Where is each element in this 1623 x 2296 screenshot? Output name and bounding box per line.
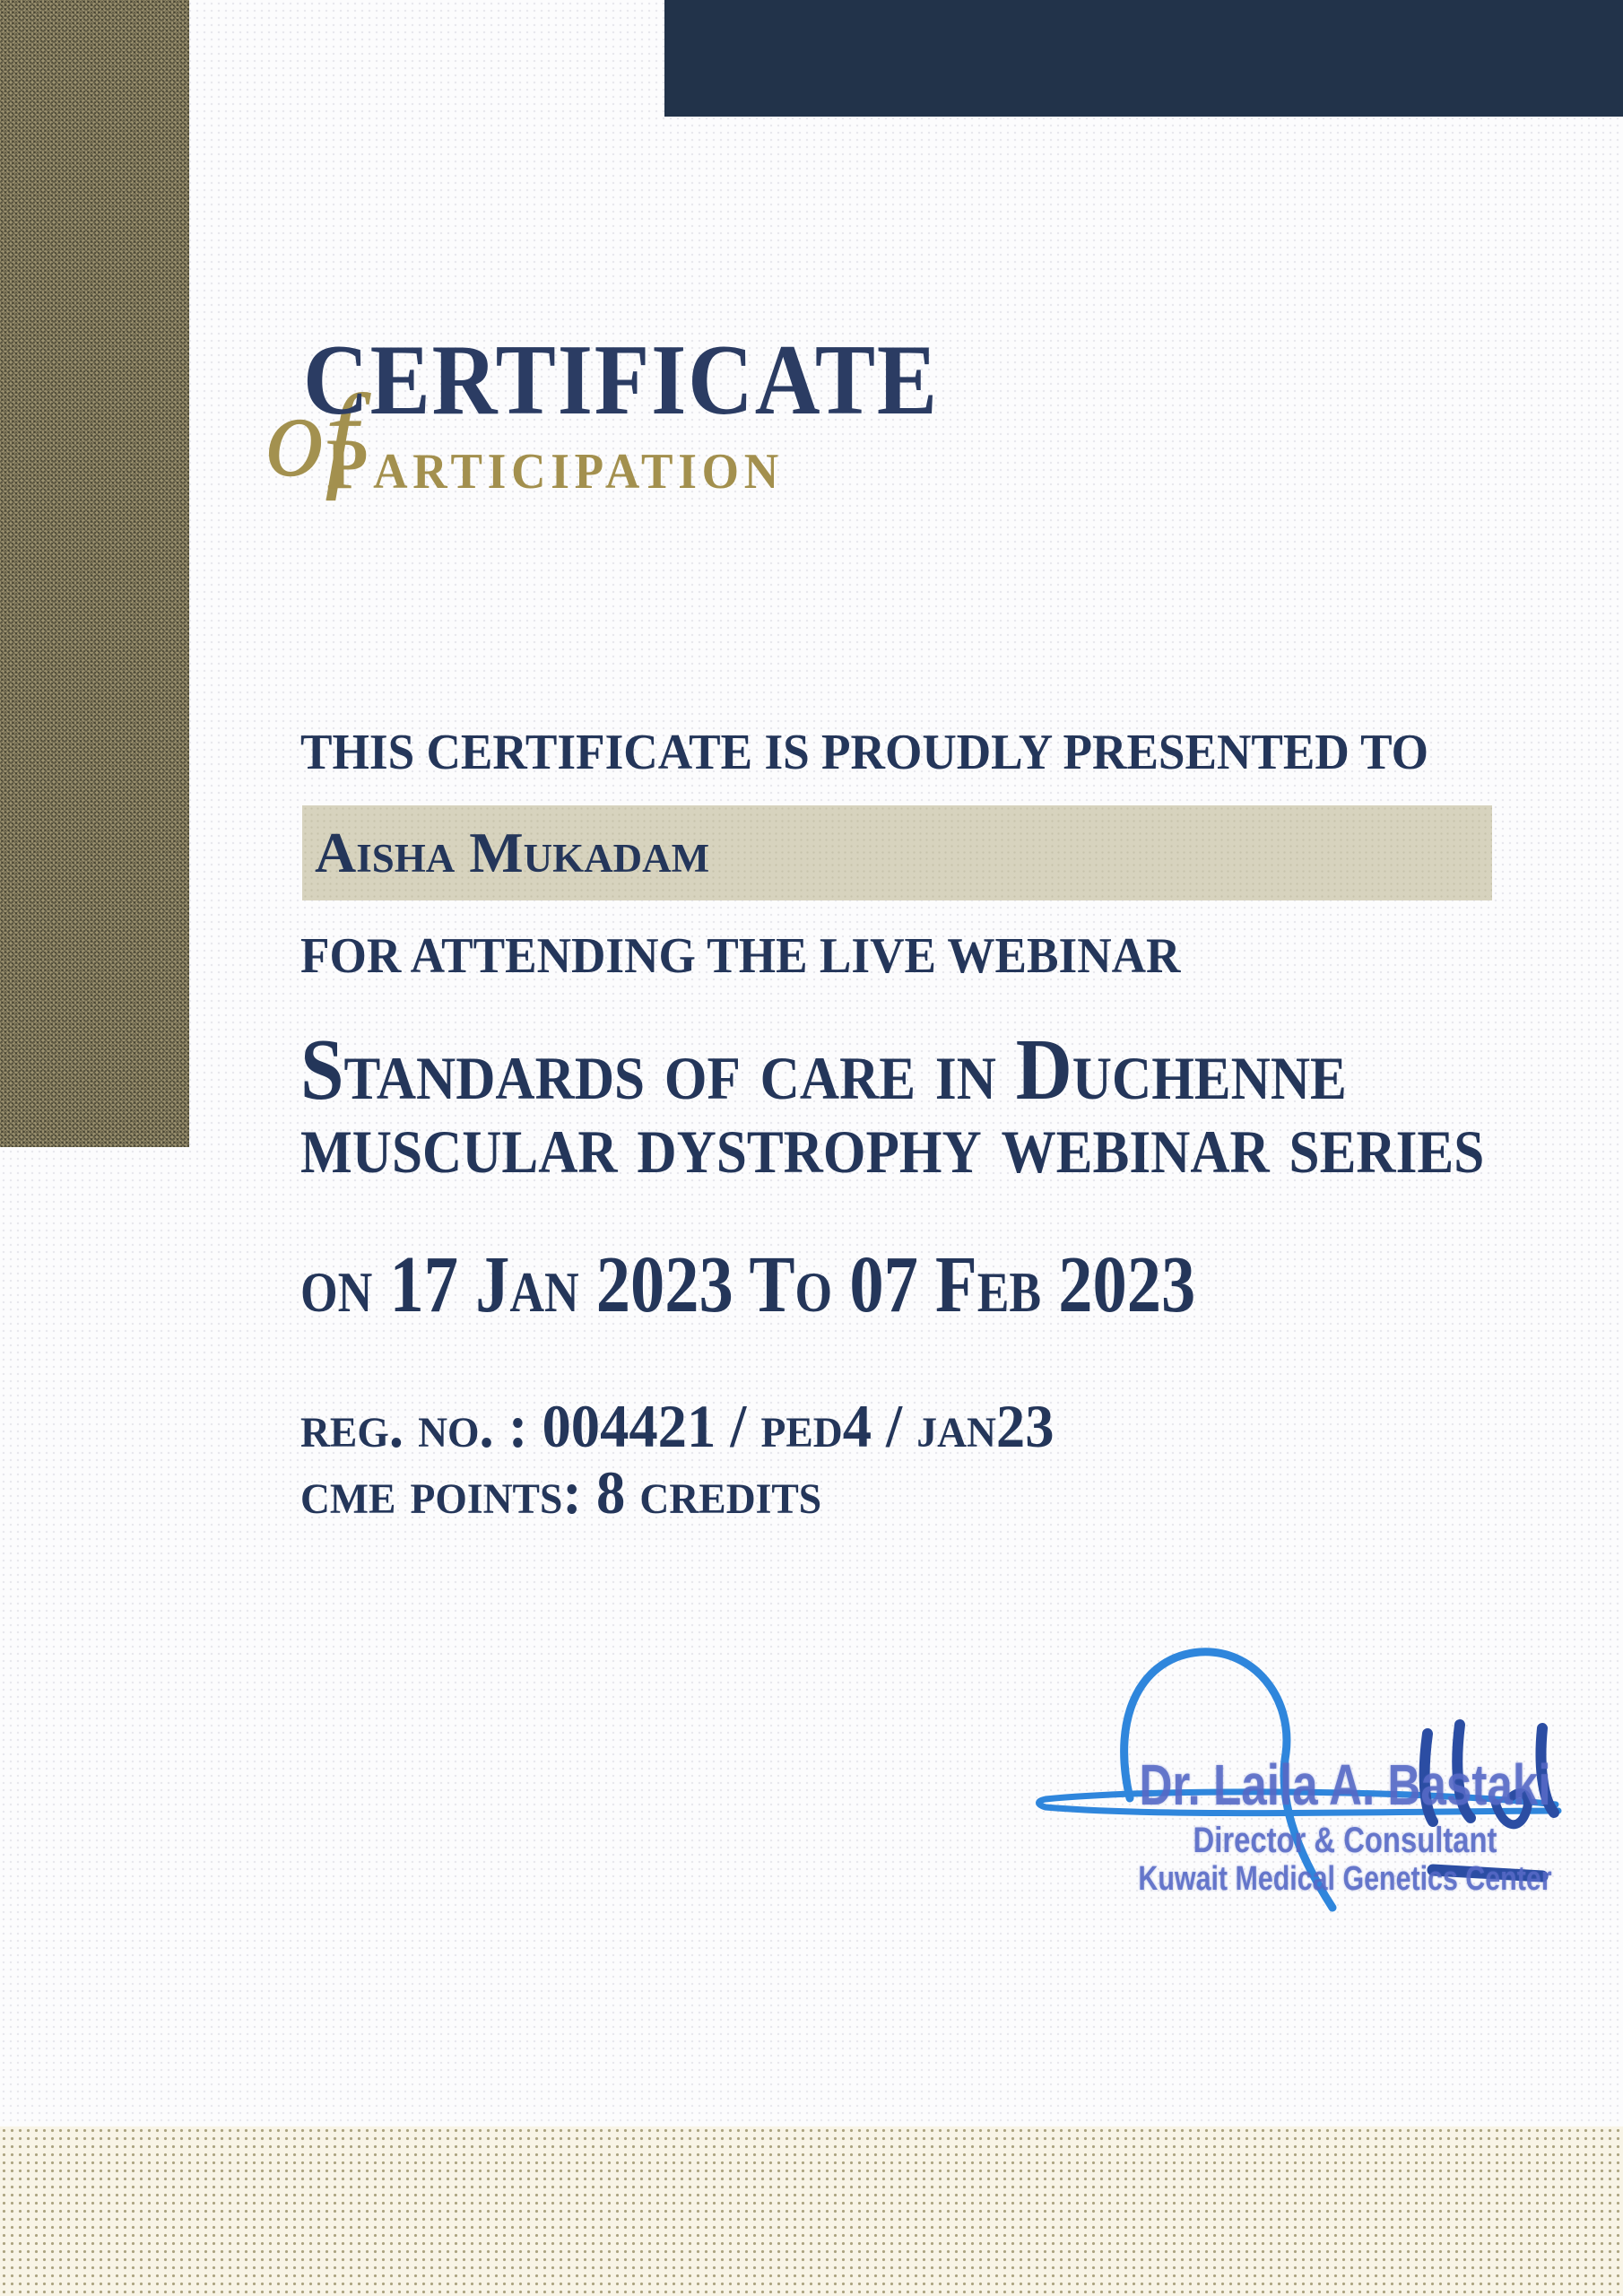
recipient-name: Aisha Mukadam bbox=[315, 820, 710, 884]
webinar-title-line2: muscular dystrophy webinar series bbox=[300, 1095, 1485, 1191]
attendance-line: FOR ATTENDING THE LIVE WEBINAR bbox=[300, 928, 1181, 984]
recipient-name-bar bbox=[302, 805, 1492, 900]
left-accent-bar bbox=[0, 0, 189, 1147]
stamp-signatory-title: Director & Consultant bbox=[1193, 1821, 1497, 1860]
stamp-signatory-name: Dr. Laila A. Bastaki bbox=[1139, 1752, 1551, 1817]
webinar-title-line1: Standards of care in Duchenne bbox=[300, 1022, 1347, 1118]
presented-to-line: THIS CERTIFICATE IS PROUDLY PRESENTED TO bbox=[300, 725, 1429, 780]
webinar-date-line: on 17 Jan 2023 To 07 Feb 2023 bbox=[300, 1240, 1196, 1329]
bottom-accent-band bbox=[0, 2126, 1623, 2296]
top-accent-bar bbox=[664, 0, 1623, 117]
registration-number-line: reg. no. : 004421 / ped4 / jan23 bbox=[300, 1392, 1055, 1460]
certificate-subtitle: Participation bbox=[326, 425, 784, 504]
title-connector: of bbox=[265, 370, 358, 501]
stamp-organization: Kuwait Medical Genetics Center bbox=[1138, 1860, 1552, 1898]
cme-points-line: cme points: 8 credits bbox=[300, 1458, 822, 1526]
certificate-title: CERTIFICATE bbox=[303, 325, 939, 436]
